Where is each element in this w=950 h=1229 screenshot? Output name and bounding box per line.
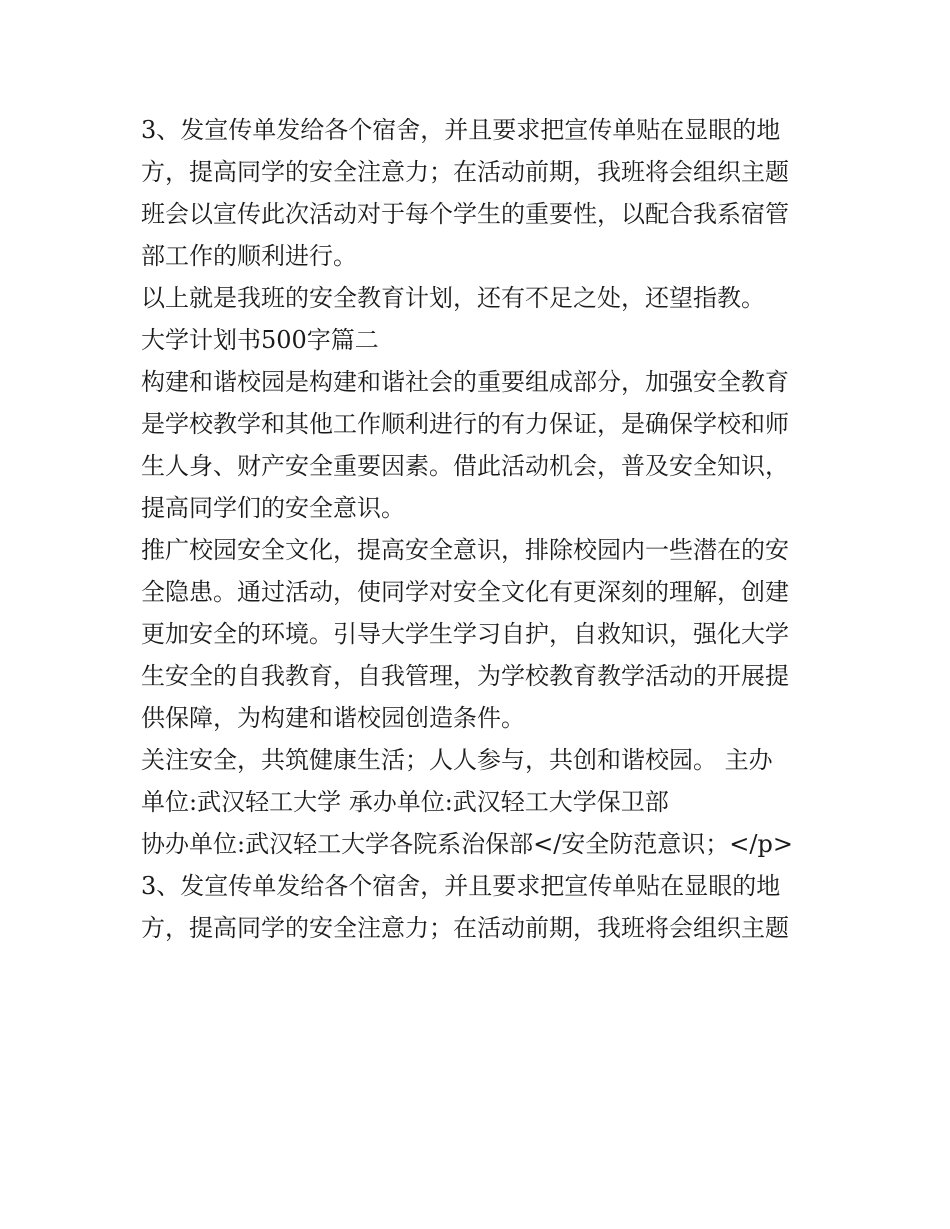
paragraph-harmonious-campus [141,361,821,529]
text-line: 生人身、财产安全重要因素。借此活动机会，普及安全知识， [141,452,789,480]
text-line: 班会以宣传此次活动对于每个学生的重要性，以配合我系宿管 [141,200,789,228]
text-line: 提高同学们的安全意识。 [141,494,405,522]
paragraph-conclusion [141,277,821,319]
paragraph-safety-culture [141,529,821,739]
text-line: 3、发宣传单发给各个宿舍，并且要求把宣传单贴在显眼的地 [141,872,781,900]
text-line: 以上就是我班的安全教育计划，还有不足之处，还望指教。 [141,284,765,312]
text-line: 3、发宣传单发给各个宿舍，并且要求把宣传单贴在显眼的地 [141,116,781,144]
paragraph-organizers [141,739,821,823]
text-line: 更加安全的环境。引导大学生学习自护，自救知识，强化大学 [141,620,789,648]
paragraph-co-organizer [141,823,821,865]
paragraph-leaflet-distribution [141,109,821,277]
text-line: 生安全的自我教育，自我管理，为学校教育教学活动的开展提 [141,662,789,690]
text-line: 供保障，为构建和谐校园创造条件。 [141,704,525,732]
text-line: 协办单位:武汉轻工大学各院系治保部</安全防范意识；</p> [141,830,793,858]
paragraph-leaflet-distribution-repeat [141,865,821,949]
text-line: 部工作的顺利进行。 [141,242,357,270]
text-line: 关注安全，共筑健康生活；人人参与，共创和谐校园。 主办 [141,746,773,774]
text-line: 是学校教学和其他工作顺利进行的有力保证，是确保学校和师 [141,410,789,438]
section-heading [141,319,821,361]
section-heading-text: 大学计划书500字篇二 [141,326,379,354]
text-line: 方，提高同学的安全注意力；在活动前期，我班将会组织主题 [141,914,789,942]
text-line: 全隐患。通过活动，使同学对安全文化有更深刻的理解，创建 [141,578,789,606]
document-body [141,109,821,949]
text-line: 方，提高同学的安全注意力；在活动前期，我班将会组织主题 [141,158,789,186]
text-line: 推广校园安全文化，提高安全意识，排除校园内一些潜在的安 [141,536,789,564]
text-line: 构建和谐校园是构建和谐社会的重要组成部分，加强安全教育 [141,368,789,396]
text-line: 单位:武汉轻工大学 承办单位:武汉轻工大学保卫部 [141,788,669,816]
